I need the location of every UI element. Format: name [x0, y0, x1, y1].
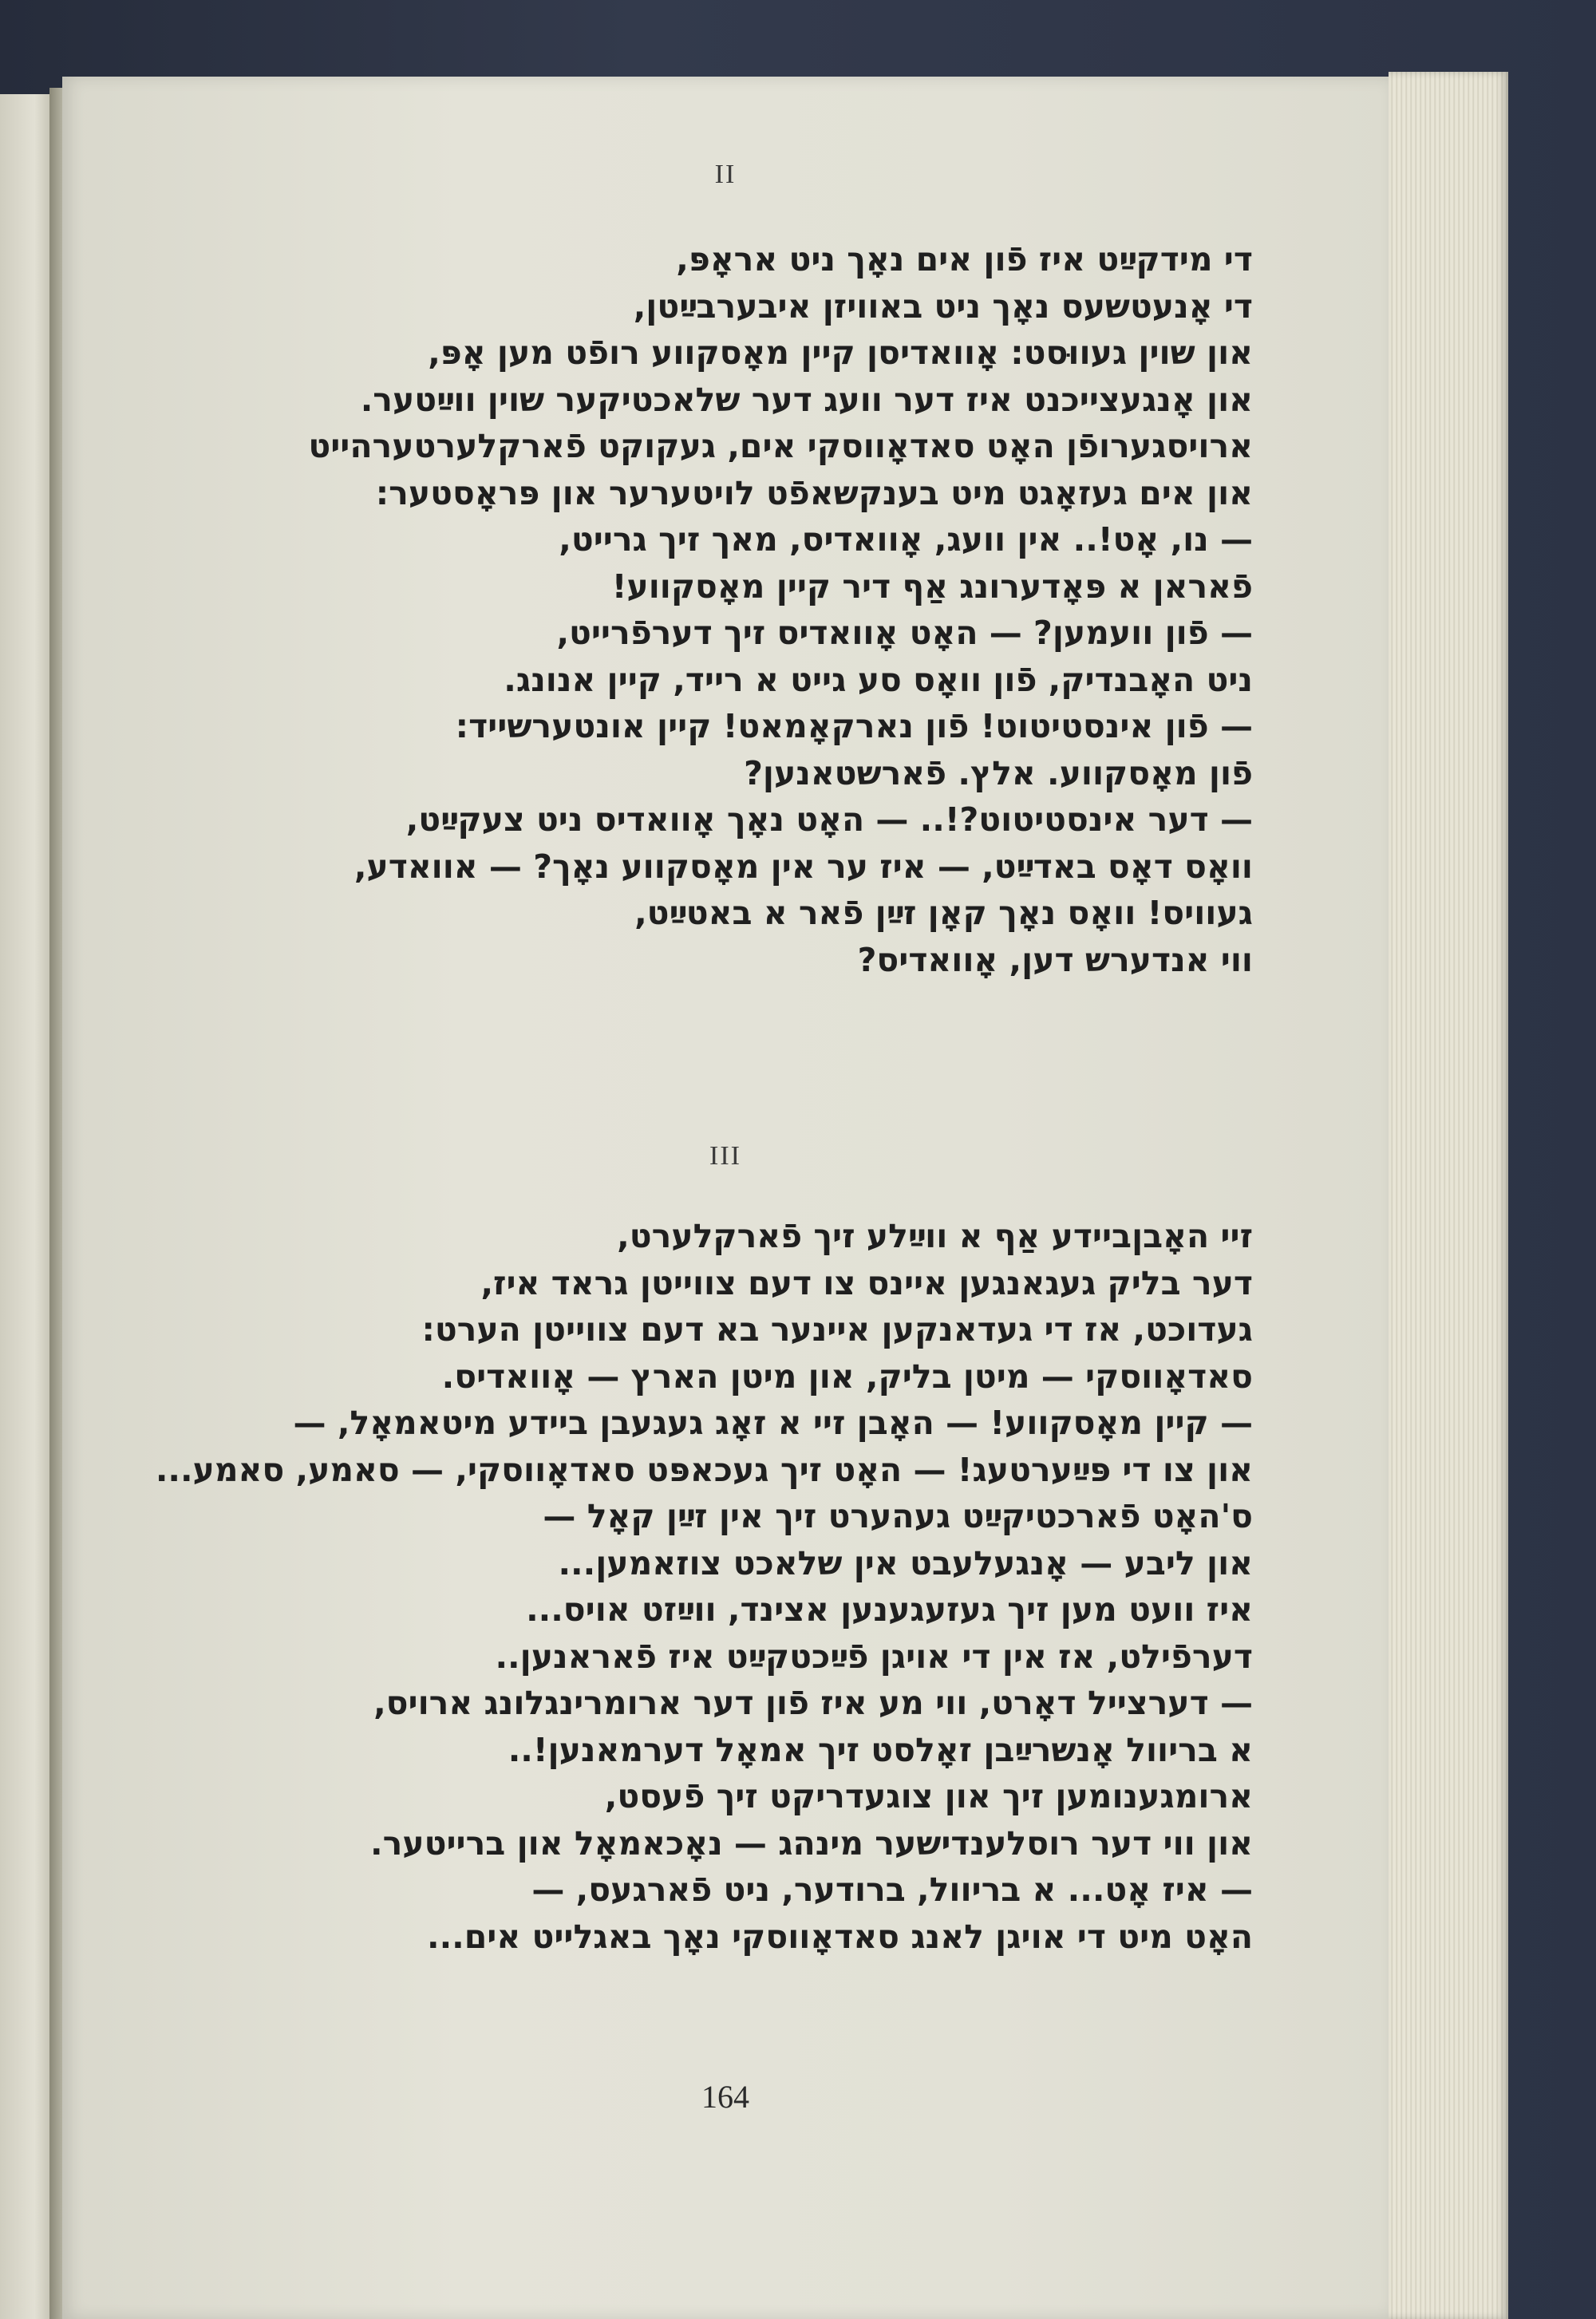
section-heading-2: II: [714, 160, 737, 189]
text-line: און ווי דער רוסלענדישער מינהג — נאָכאמאָל און ברייטער.: [370, 1823, 1253, 1863]
text-line: א בריוול אָנשרײַבן זאָלסט זיך אמאָל דערמאנען!..: [508, 1730, 1253, 1769]
text-line: ווי אנדערש דען, אָוואדיס?: [857, 940, 1253, 979]
text-line: ארויסגערופֿן האָט סאדאָווסקי אים, געקוקט פֿארקלערטערהייט: [308, 427, 1253, 465]
text-line: די מידקײַט איז פֿון אים נאָך ניט אראָפּ,: [676, 240, 1253, 279]
text-line: זיי האָבןביידע אַף א ווײַלע זיך פֿארקלערט,: [617, 1217, 1253, 1255]
text-line: און אָנגעצייכנט איז דער וועג דער שלאכטיקער שוין ווײַטער.: [360, 380, 1253, 419]
text-line: און ליבע — אָנגעלעבט אין שלאכט צוזאמען...: [558, 1543, 1253, 1582]
text-line: — איז אָט... א בריוול, ברודער, ניט פֿארגעס, —: [531, 1871, 1253, 1909]
page-number: 164: [701, 2079, 749, 2115]
text-line: איז וועט מען זיך געזעגענען אצינד, ווײַזט אויס...: [526, 1590, 1253, 1629]
section-3-text: [120, 1213, 1253, 1960]
text-line: ניט האָבנדיק, פֿון וואָס סע גייט א רייד, קיין אנונג.: [504, 660, 1253, 699]
text-line: — נו, אָט!.. אין וועג, אָוואדיס, מאך זיך גרייט,: [559, 520, 1253, 559]
text-line: ארומגענומען זיך און צוגעדריקט זיך פֿעסט,: [604, 1777, 1253, 1815]
text-line: — דערצייל דאָרט, ווי מע איז פֿון דער ארומרינגלונג ארויס,: [373, 1684, 1253, 1722]
text-line: סאדאָווסקי — מיטן בליק, און מיטן הארץ — אָוואדיס.: [441, 1357, 1253, 1396]
text-line: געוויס! וואָס נאָך קאָן זײַן פֿאר א באטײַט,: [634, 894, 1253, 932]
text-line: דער בליק געגאנגען איינס צו דעם צווייטן גראד איז,: [480, 1263, 1253, 1302]
text-line: די אָנעטשעס נאָך ניט באוויזן איבערבײַטן,: [633, 286, 1253, 326]
text-line: פֿון מאָסקווע. אלץ. פֿארשטאנען?: [744, 753, 1253, 792]
text-line: האָט מיט די אויגן לאנג סאדאָווסקי נאָך באגלייט אים...: [427, 1917, 1253, 1956]
previous-page-edge: [0, 94, 49, 2319]
text-line: — פֿון וועמען? — האָט אָוואדיס זיך דערפֿרייט,: [556, 614, 1253, 652]
text-line: געדוכט, אז די געדאנקען איינער בא דעם צווייטן הערט:: [421, 1310, 1253, 1349]
text-line: ס'האָט פֿארכטיקײַט געהערט זיך אין זײַן קאָל —: [543, 1497, 1253, 1535]
page-stack-edges: [1389, 72, 1508, 2319]
text-line: וואָס דאָס באדײַט, — איז ער אין מאָסקווע נאָך? — אוואדע,: [354, 847, 1253, 886]
text-line: דערפֿילט, אז אין די אויגן פֿײַכטקײַט איז פֿאראנען..: [495, 1637, 1253, 1676]
section-heading-3: III: [709, 1141, 741, 1171]
text-line: און צו די פּײַערטעג! — האָט זיך געכאפּט סאדאָווסקי, — סאמע, סאמע...: [155, 1450, 1253, 1489]
text-line: פֿאראן א פּאָדערונג אַף דיר קיין מאָסקווע!: [611, 567, 1253, 606]
text-line: און אים געזאָגט מיט בענקשאפֿט לויטערער און פּראָסטער:: [375, 473, 1253, 512]
section-2-text: [120, 236, 1253, 983]
text-line: — קיין מאָסקווע! — האָבן זיי א זאָג געגעבן ביידע מיטאמאָל, —: [293, 1404, 1253, 1442]
text-line: — פֿון אינסטיטוט! פֿון נארקאָמאט! קיין אונטערשייד:: [455, 707, 1253, 745]
text-line: — דער אינסטיטוט?!.. — האָט נאָך אָוואדיס ניט צעקײַט,: [405, 800, 1253, 839]
text-line: און שוין געווּסט: אָוואדיסן קיין מאָסקווע רופֿט מען אָפּ,: [428, 334, 1253, 372]
